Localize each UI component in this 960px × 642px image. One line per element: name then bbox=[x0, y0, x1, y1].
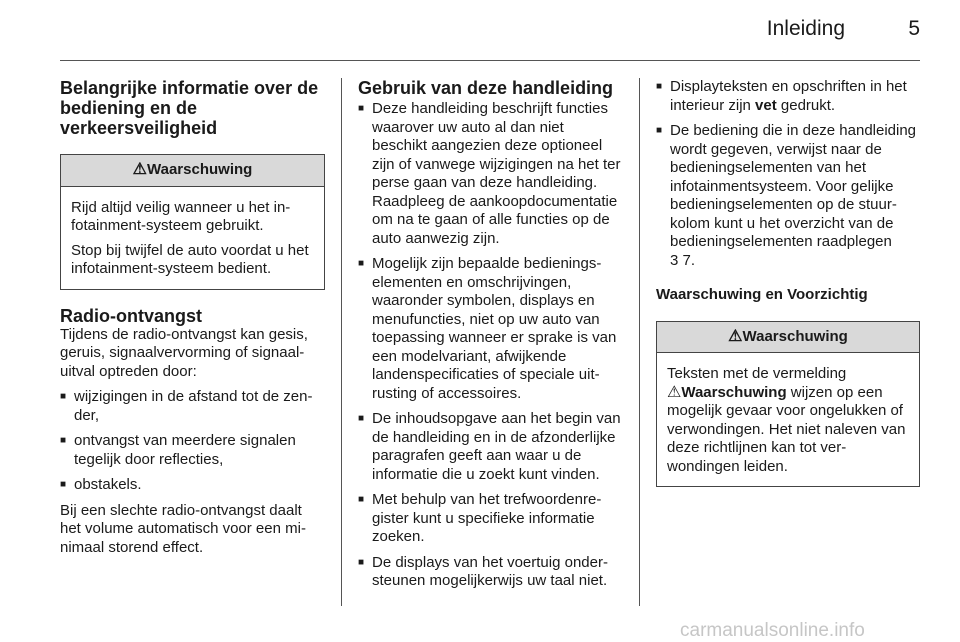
column-divider bbox=[341, 78, 342, 606]
warning-body bbox=[657, 353, 919, 486]
section-heading-radio: Radio-ontvangst bbox=[60, 305, 202, 326]
warning-title: Waarschuwing bbox=[147, 161, 253, 178]
list-item: ■ De inhoudsopgave aan het begin van de handleiding en in de afzonderlijke paragrafen geeft aan waar u de informatie die u zoekt kunt vinden. bbox=[358, 410, 622, 484]
warning-header bbox=[61, 155, 324, 187]
warning-body bbox=[61, 187, 324, 289]
list-item: ■ obstakels. bbox=[60, 476, 325, 495]
warning-triangle-icon: ⚠ bbox=[667, 383, 682, 401]
bold-word: vet bbox=[755, 96, 777, 114]
bullet-list bbox=[60, 388, 325, 495]
warning-header bbox=[657, 322, 919, 354]
page-reference: 3 7. bbox=[670, 251, 696, 269]
warning-box bbox=[60, 154, 325, 290]
column-left bbox=[60, 78, 325, 557]
warning-box bbox=[656, 321, 920, 488]
warning-triangle-icon: ⚠ bbox=[132, 161, 148, 178]
page-header-title: Inleiding bbox=[766, 17, 845, 40]
column-right bbox=[656, 78, 920, 487]
list-item: ■ De bediening die in deze handleiding wordt gegeven, verwijst naar de bedieningselementen van het infotainmentsysteem. Voor gelijke bedieningselementen op de stuurkolom kunt u het overzicht van de bedieningselementen raadplegen 3 7. bbox=[656, 122, 920, 270]
warning-text: Rijd altijd veilig wanneer u het infotainment-systeem gebruikt. bbox=[71, 198, 291, 234]
list-item: ■ ontvangst van meerdere signalen tegelijk door reflecties, bbox=[60, 432, 325, 469]
warning-triangle-icon: ⚠ bbox=[728, 327, 743, 345]
warning-title: Waarschuwing bbox=[742, 327, 848, 345]
bullet-list bbox=[656, 78, 920, 270]
list-item: ■ wijzigingen in de afstand tot de zender, bbox=[60, 388, 325, 425]
paragraph: Tijdens de radio-ontvangst kan gesis, geruis, signaalvervorming of signaaluitval optreden door: bbox=[60, 325, 308, 380]
section-heading: Belangrijke informatie over de bediening en de verkeersveiligheid bbox=[60, 78, 319, 138]
column-middle bbox=[358, 78, 622, 591]
warning-text: Stop bij twijfel de auto voordat u het infotainment-systeem bedient. bbox=[71, 241, 309, 277]
header-divider bbox=[60, 60, 920, 61]
section-heading-manual: Gebruik van deze handleiding bbox=[358, 78, 614, 98]
list-item: ■ De displays van het voertuig ondersteunen mogelijkerwijs uw taal niet. bbox=[358, 554, 622, 591]
watermark: carmanualsonline.info bbox=[680, 620, 865, 641]
list-item: ■ Met behulp van het trefwoordenregister kunt u specifieke informatie zoeken. bbox=[358, 491, 622, 547]
warning-text: Teksten met de vermelding ⚠Waarschuwing wijzen op een mogelijk gevaar voor ongelukken of verwondingen. Het niet naleven van deze richtlijnen kan tot verwondingen leiden. bbox=[667, 365, 906, 475]
subheading: Waarschuwing en Voorzichtig bbox=[656, 286, 868, 303]
column-divider bbox=[639, 78, 640, 606]
list-item: ■ Deze handleiding beschrijft functies waarover uw auto al dan niet beschikt aangezien deze optioneel zijn of vanwege wijzigingen na het ter perse gaan van deze handleiding. Raadpleeg de aankoopdocumentatie om na te gaan of alle functies op de auto aanwezig zijn. bbox=[358, 100, 622, 248]
list-item: ■ Mogelijk zijn bepaalde bedieningselementen en omschrijvingen, waaronder symbolen, displays en menufuncties, niet op uw auto van toepassing wanneer er sprake is van een modelvariant, afwijkende landenspecificaties of speciale uitrusting of accessoires. bbox=[358, 255, 622, 403]
bullet-list bbox=[358, 100, 622, 591]
page-number: 5 bbox=[908, 17, 920, 40]
list-item: ■ Displayteksten en opschriften in het interieur zijn vet gedrukt. bbox=[656, 78, 920, 115]
paragraph: Bij een slechte radio-ontvangst daalt het volume automatisch voor een minimaal storend effect. bbox=[60, 501, 306, 556]
